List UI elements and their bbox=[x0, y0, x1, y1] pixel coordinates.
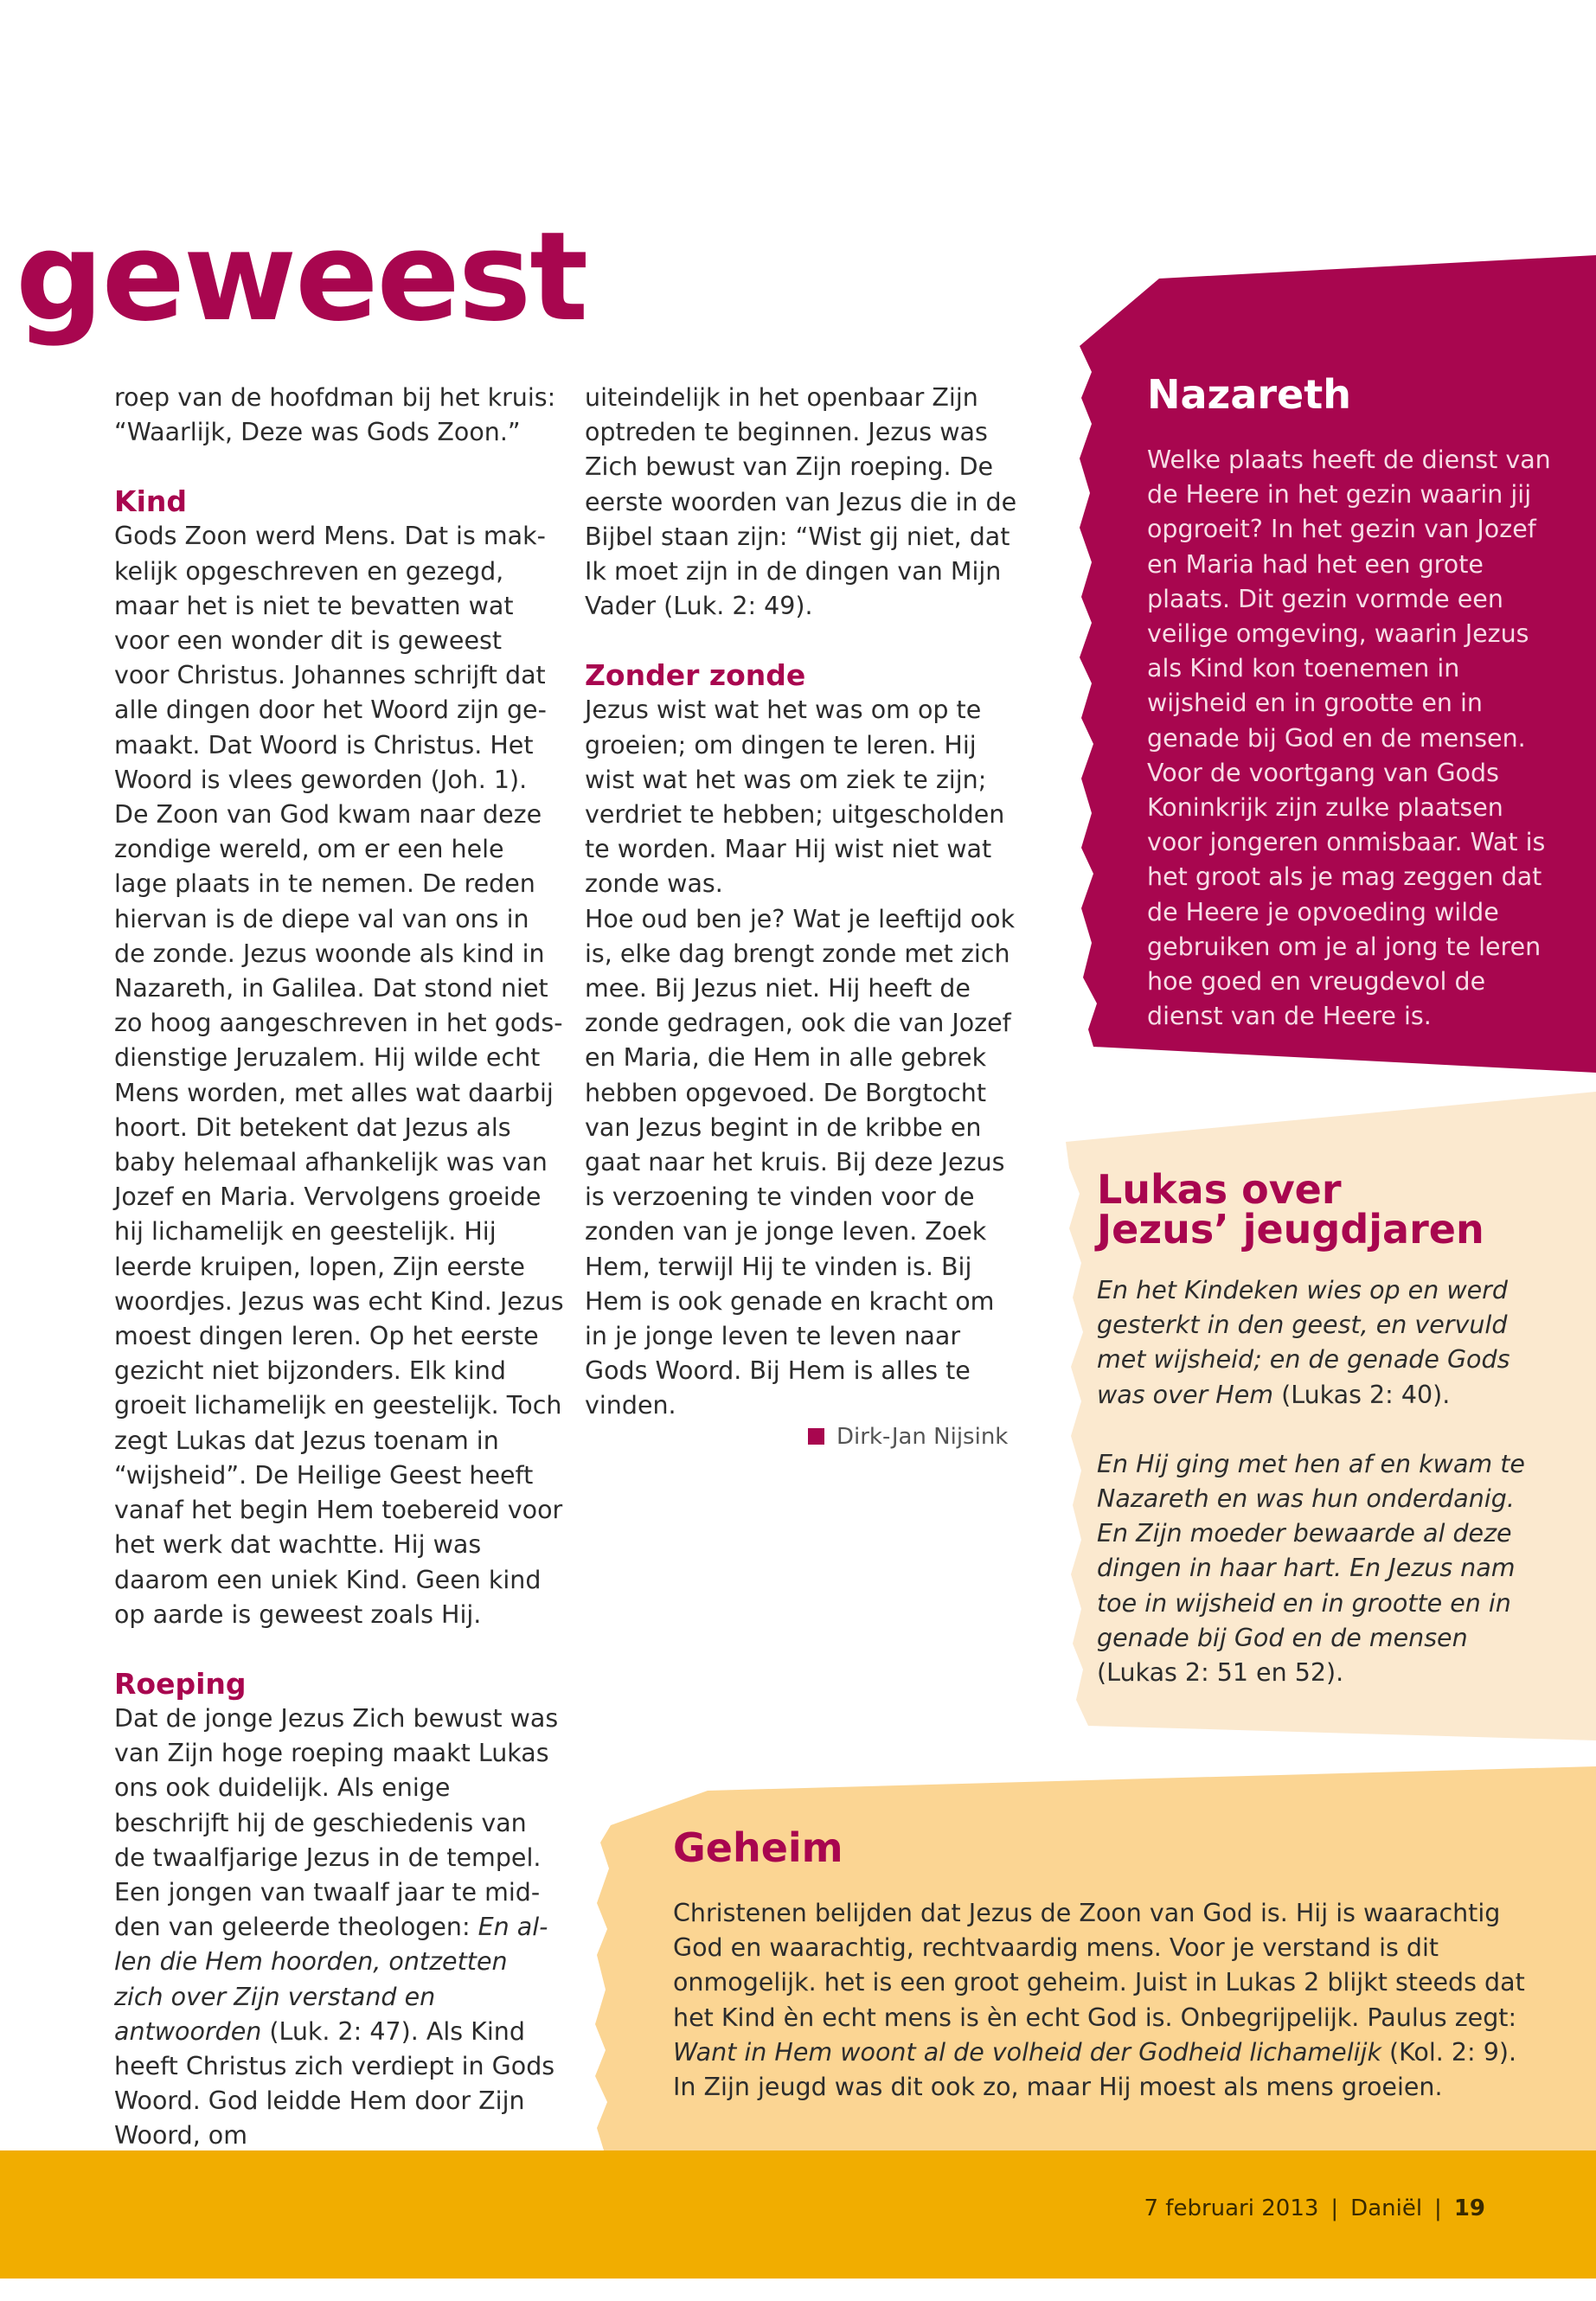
geheim-text-a: Christenen belijden dat Jezus de Zoon van God is. Hij is waarachtig God en waarachtig, rechtvaardig mens. Voor je verstand is dit onmogelijk. het is een groot geheim. Juist in Lukas 2 blijkt steeds dat het Kind èn echt mens is èn echt God is. Onbegrijpelijk. Paulus zegt: bbox=[673, 1899, 1525, 2032]
lukas-ref-1: (Lukas 2: 40). bbox=[1273, 1380, 1451, 1409]
lukas-quote-1-paragraph bbox=[1097, 1273, 1547, 1413]
lukas-ref-2: (Lukas 2: 51 en 52). bbox=[1097, 1658, 1344, 1688]
footer-date: 7 februari 2013 bbox=[1144, 2195, 1319, 2221]
footer-separator: | bbox=[1434, 2195, 1442, 2221]
lukas-heading bbox=[1097, 1166, 1547, 1253]
lukas-quote-2: En Hij ging met hen af en kwam te Nazareth en was hun onderdanig. En Zijn moeder bewaarde al deze dingen in haar hart. En Jezus nam toe in wijsheid en in grootte en in genade bij God en de mensen bbox=[1097, 1449, 1525, 1652]
heading-roeping: Roeping bbox=[114, 1666, 247, 1701]
geheim-paragraph bbox=[673, 1896, 1538, 2105]
footer-text bbox=[1144, 2195, 1486, 2221]
geheim-heading: Geheim bbox=[673, 1824, 843, 1871]
heading-zonder-zonde: Zonder zonde bbox=[585, 658, 806, 693]
col1-intro: roep van de hoofdman bij het kruis: “Waarlijk, Deze was Gods Zoon.” bbox=[114, 383, 556, 447]
nazareth-box bbox=[1147, 370, 1554, 1034]
page-number: 19 bbox=[1453, 2195, 1485, 2221]
lukas-box bbox=[1097, 1166, 1547, 1725]
geheim-text-b: (Kol. 2: 9). In Zijn jeugd was dit ook zo, maar Hij moest als mens groeien. bbox=[673, 2037, 1517, 2102]
footer-magazine: Daniël bbox=[1350, 2195, 1423, 2221]
kind-paragraph: Gods Zoon werd Mens. Dat is makkelijk opgeschreven en gezegd, maar het is niet te bevatten wat voor een wonder dit is geweest voor Christus. Johannes schrijft dat alle dingen door het Woord zijn gemaakt. Dat Woord is Christus. Het Woord is vlees geworden (Joh. 1). De Zoon van God kwam naar deze zondige wereld, om er een hele lage plaats in te nemen. De reden hiervan is de diepe val van ons in de zonde. Jezus woonde als kind in Nazareth, in Galilea. Dat stond niet zo hoog aangeschreven in het godsdienstige Jeruzalem. Hij wilde echt Mens worden, met alles wat daarbij hoort. Dit betekent dat Jezus als baby helemaal afhankelijk was van Jozef en Maria. Vervolgens groeide hij lichamelijk en geestelijk. Hij leerde kruipen, lopen, Zijn eerste woordjes. Jezus was echt Kind. Jezus moest dingen leren. Op het eerste gezicht niet bijzonders. Elk kind groeit lichamelijk en geestelijk. Toch zegt Lukas dat Jezus toenam in “wijsheid”. De Heilige Geest heeft vanaf het begin Hem toebereid voor het werk dat wachtte. Hij was daarom een uniek Kind. Geen kind op aarde is geweest zoals Hij. bbox=[114, 522, 564, 1629]
zonder-paragraph-1: Jezus wist wat het was om op te groeien; om dingen te leren. Hij wist wat het was om ziek te zijn; verdriet te hebben; uitgescholden te worden. Maar Hij wist niet wat zonde was. bbox=[585, 695, 1005, 899]
nazareth-text: Welke plaats heeft de dienst van de Heere in het gezin waarin jij opgroeit? In het gezin van Jozef en Maria had het een grote plaats. Dit gezin vormde een veilige omgeving, waarin Jezus als Kind kon toenemen in wijsheid en in grootte en in genade bij God en de mensen. Voor de voortgang van Gods Koninkrijk zijn zulke plaatsen voor jongeren onmisbaar. Wat is het groot als je mag zeggen dat de Heere je opvoeding wilde gebruiken om je al jong te leren hoe goed en vreugdevol de dienst van de Heere is. bbox=[1147, 445, 1551, 1031]
lukas-heading-line2: Jezus’ jeugdjaren bbox=[1097, 1206, 1484, 1253]
page-title: geweest bbox=[16, 206, 587, 349]
lukas-quote-1: En het Kindeken wies op en werd gesterkt in den geest, en vervuld met wijsheid; en de genade Gods was over Hem bbox=[1097, 1276, 1510, 1409]
author-credit bbox=[808, 1424, 1008, 1450]
zonder-paragraph-2: Hoe oud ben je? Wat je leeftijd ook is, elke dag brengt zonde met zich mee. Bij Jezus niet. Hij heeft de zonde gedragen, ook die van Jozef en Maria, die Hem in alle gebrek hebben opgevoed. De Borgtocht van Jezus begint in de kribbe en gaat naar het kruis. Bij deze Jezus is verzoening te vinden voor de zonden van je jonge leven. Zoek Hem, terwijl Hij te vinden is. Bij Hem is ook genade en kracht om in je jonge leven te leven naar Gods Woord. Bij Hem is alles te vinden. bbox=[585, 904, 1016, 1420]
lukas-heading-line1: Lukas over bbox=[1097, 1166, 1342, 1213]
roeping-text-a: Dat de jonge Jezus Zich bewust was van Zijn hoge roeping maakt Lukas ons ook duidelijk. Als enige beschrijft hij de geschiedenis van de twaalfjarige Jezus in de tempel. Een jongen van twaalf jaar te midden van geleerde theologen: bbox=[114, 1703, 559, 1942]
col2-intro: uiteindelijk in het openbaar Zijn optreden te beginnen. Jezus was Zich bewust van Zijn roeping. De eerste woorden van Jezus die in de Bijbel staan zijn: “Wist gij niet, dat Ik moet zijn in de dingen van Mijn Vader (Luk. 2: 49). bbox=[585, 383, 1017, 621]
geheim-box bbox=[673, 1823, 1538, 2105]
heading-kind: Kind bbox=[114, 484, 187, 519]
column-middle bbox=[585, 381, 1022, 1424]
roeping-quote: En allen die Hem hoorden, ontzetten zich over Zijn verstand en antwoorden bbox=[114, 1913, 548, 2046]
column-left bbox=[114, 381, 564, 2154]
roeping-text-b: (Luk. 2: 47). Als Kind heeft Christus zich verdiept in Gods Woord. God leidde Hem door Zijn Woord, om bbox=[114, 2016, 555, 2150]
author-name: Dirk-Jan Nijsink bbox=[836, 1424, 1009, 1450]
geheim-quote: Want in Hem woont al de volheid der Godheid lichamelijk bbox=[673, 2037, 1381, 2067]
footer-bar bbox=[0, 2150, 1596, 2279]
nazareth-heading: Nazareth bbox=[1147, 371, 1351, 418]
roeping-paragraph bbox=[114, 1702, 564, 2154]
lukas-quote-2-paragraph bbox=[1097, 1447, 1547, 1690]
footer-separator: | bbox=[1330, 2195, 1339, 2221]
square-bullet-icon bbox=[808, 1428, 824, 1445]
